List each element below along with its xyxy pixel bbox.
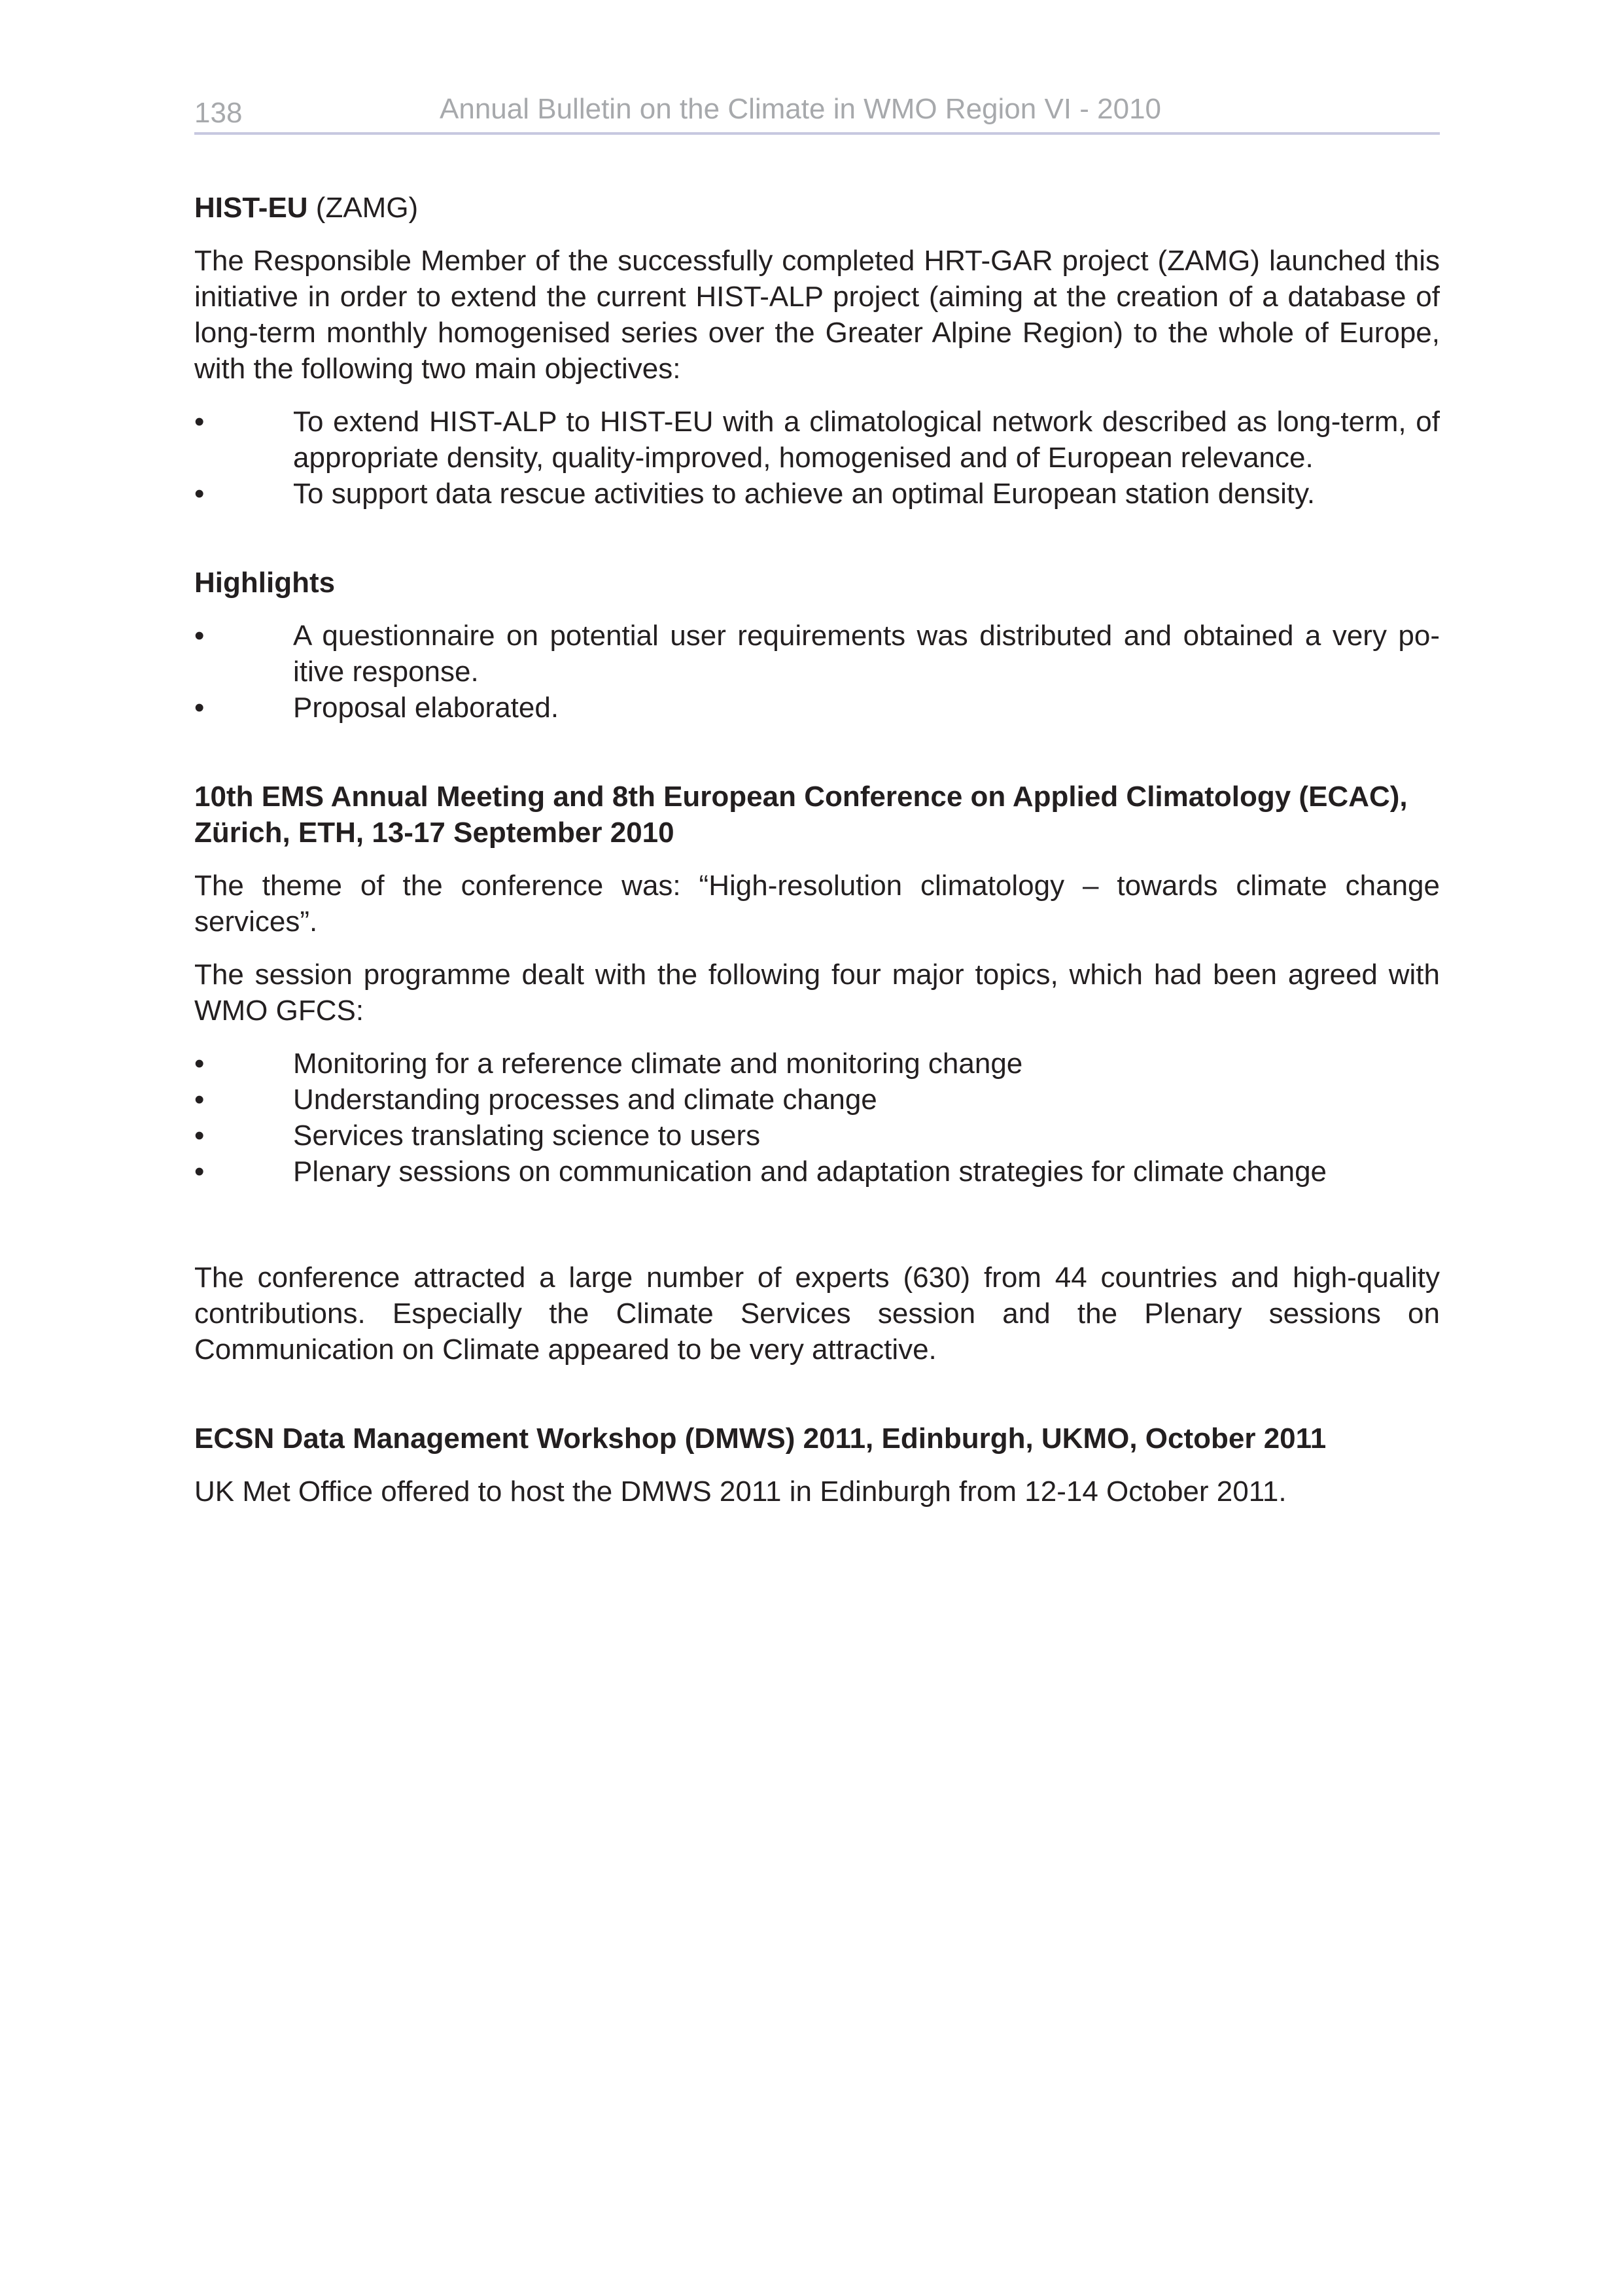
- ems-topics-list: [194, 1046, 1440, 1190]
- list-item: • Monitoring for a reference climate and monitoring change: [194, 1046, 1440, 1082]
- hist-eu-intro: The Responsible Member of the successfully completed HRT-GAR project (ZAMG) launched this initiative in order to extend the current HIST-ALP project (aiming at the creation of a database of long-term monthly homogenised series over the Greater Alpine Region) to the whole of Europe, with the following two main objectives:: [194, 245, 1440, 385]
- ems-attendance-paragraph: The conference attracted a large number of experts (630) from 44 countries and high-quality contributions. Especially the Climate Services session and the Plenary sessions on Communication on Climate appeared to be very attractive.: [194, 1262, 1440, 1366]
- list-item: • To extend HIST-ALP to HIST-EU with a climatological network described as long-term, of appropriate density, quality-improved, homogenised and of European relevance.: [194, 404, 1440, 476]
- hist-eu-objectives: [194, 404, 1440, 512]
- bullet-icon: •: [194, 1084, 205, 1116]
- bullet-icon: •: [194, 1048, 205, 1080]
- list-item: • A questionnaire on potential user requirements was distributed and obtained a very po-itive response.: [194, 618, 1440, 690]
- list-item: • Understanding processes and climate change: [194, 1082, 1440, 1118]
- ems-theme-paragraph: The theme of the conference was: “High-resolution climatology – towards climate change services”.: [194, 870, 1440, 938]
- page-number: 138: [194, 97, 243, 129]
- dmws-paragraph: UK Met Office offered to host the DMWS 2011 in Edinburgh from 12-14 October 2011.: [194, 1475, 1287, 1508]
- list-item: • To support data rescue activities to achieve an optimal European station density.: [194, 476, 1440, 512]
- section-heading-hist-eu: [194, 190, 1440, 226]
- bullet-icon: •: [194, 692, 205, 724]
- page-body: [194, 190, 1440, 1510]
- bullet-icon: •: [194, 620, 205, 652]
- highlights-list: [194, 618, 1440, 726]
- header-rule: [194, 132, 1440, 135]
- hist-eu-title: HIST-EU: [194, 192, 308, 224]
- list-item: • Plenary sessions on communication and adaptation strategies for climate change: [194, 1154, 1440, 1190]
- section-heading-dmws: ECSN Data Management Workshop (DMWS) 2011, Edinburgh, UKMO, October 2011: [194, 1422, 1327, 1455]
- section-heading-highlights: Highlights: [194, 567, 336, 599]
- section-heading-ems: 10th EMS Annual Meeting and 8th European Conference on Applied Climatology (ECAC), Zürich, ETH, 13-17 September 2010: [194, 781, 1408, 849]
- ems-programme-paragraph: The session programme dealt with the following four major topics, which had been agreed with WMO GFCS:: [194, 959, 1440, 1027]
- page-header: [194, 90, 1440, 137]
- list-item: • Proposal elaborated.: [194, 690, 1440, 726]
- bullet-icon: •: [194, 1156, 205, 1188]
- bullet-icon: •: [194, 1120, 205, 1152]
- bullet-icon: •: [194, 406, 205, 438]
- bullet-icon: •: [194, 478, 205, 510]
- hist-eu-title-org: (ZAMG): [307, 192, 419, 224]
- list-item: • Services translating science to users: [194, 1118, 1440, 1154]
- running-title: Annual Bulletin on the Climate in WMO Region VI - 2010: [440, 93, 1162, 125]
